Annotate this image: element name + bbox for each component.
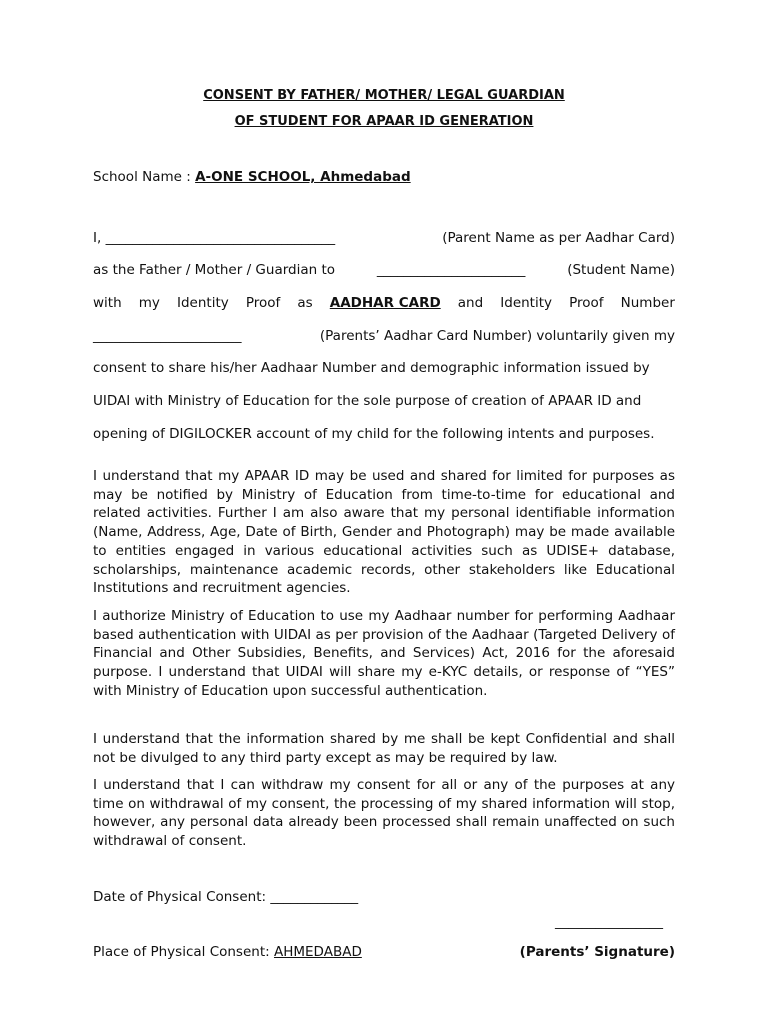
place-value: AHMEDABAD [273, 944, 362, 960]
parent-name-row [93, 230, 675, 246]
school-name-value: A-ONE SCHOOL, Ahmedabad [195, 169, 411, 185]
student-name-row [93, 262, 675, 278]
i-prefix: I, [93, 230, 102, 246]
student-name-hint: (Student Name) [567, 262, 675, 278]
parent-name-blank[interactable]: __________________________________ [105, 230, 336, 246]
identity-proof-row [93, 295, 675, 311]
parent-name-hint: (Parent Name as per Aadhar Card) [442, 230, 675, 246]
consent-form-page [93, 0, 675, 1024]
declaration-line-6: UIDAI with Ministry of Education for the sole purpose of creation of APAAR ID and [93, 393, 642, 409]
identity-word: as [297, 295, 313, 311]
declaration-line-5: consent to share his/her Aadhaar Number and demographic information issued by [93, 360, 650, 376]
place-of-consent-row [93, 944, 362, 960]
declaration-line-7: opening of DIGILOCKER account of my child for the following intents and purposes. [93, 426, 655, 442]
identity-word: Number [620, 295, 675, 311]
date-of-consent-row [93, 889, 358, 905]
identity-word: Proof [245, 295, 281, 311]
parents-signature-label: (Parents’ Signature) [519, 944, 675, 960]
form-title-line2: OF STUDENT FOR APAAR ID GENERATION [234, 114, 534, 129]
signature-blank[interactable]: ________________ [555, 914, 663, 930]
school-name-row [93, 169, 411, 185]
identity-word: Identity [176, 295, 229, 311]
form-title-line1: CONSENT BY FATHER/ MOTHER/ LEGAL GUARDIAN [203, 88, 565, 103]
identity-word: with [93, 295, 122, 311]
place-label: Place of Physical Consent: [93, 944, 270, 960]
aadhar-number-hint: (Parents’ Aadhar Card Number) voluntarily given my [319, 328, 675, 344]
identity-word: my [138, 295, 160, 311]
student-name-blank[interactable]: ______________________ [376, 262, 526, 278]
guardian-text: as the Father / Mother / Guardian to [93, 262, 336, 278]
identity-word: Identity [500, 295, 553, 311]
aadhar-number-blank[interactable]: ______________________ [93, 328, 242, 344]
date-blank[interactable]: _____________ [270, 889, 359, 905]
aadhar-number-row [93, 328, 675, 344]
paragraph-apaar-usage: I understand that my APAAR ID may be used and shared for limited for purposes as may be notified by Ministry of Education from time-to-time for educational and related activities. Further I am also aware that my personal identifiable information (Name, Address, Age, Date of Birth, Gender and Photograph) may be made available to entities engaged in various educational activities such as UDISE+ database, scholarships, maintenance academic records, other stakeholders like Educational Institutions and recruitment agencies. [93, 468, 675, 597]
identity-proof-value: AADHAR CARD [329, 295, 441, 311]
identity-word: and [457, 295, 484, 311]
paragraph-confidentiality: I understand that the information shared by me shall be kept Confidential and shall not be divulged to any third party except as may be required by law. [93, 731, 675, 766]
identity-word: Proof [569, 295, 604, 311]
school-name-label: School Name : [93, 169, 191, 185]
date-label: Date of Physical Consent: [93, 889, 267, 905]
paragraph-withdrawal: I understand that I can withdraw my consent for all or any of the purposes at any time on withdrawal of my consent, the processing of my shared information will stop, however, any personal data already been processed shall remain unaffected on such withdrawal of consent. [93, 777, 675, 850]
paragraph-authorization: I authorize Ministry of Education to use my Aadhaar number for performing Aadhaar based authentication with UIDAI as per provision of the Aadhaar (Targeted Delivery of Financial and Other Subsidies, Benefits, and Services) Act, 2016 for the aforesaid purpose. I understand that UIDAI will share my e-KYC details, or response of “YES” with Ministry of Education upon successful authentication. [93, 608, 675, 699]
